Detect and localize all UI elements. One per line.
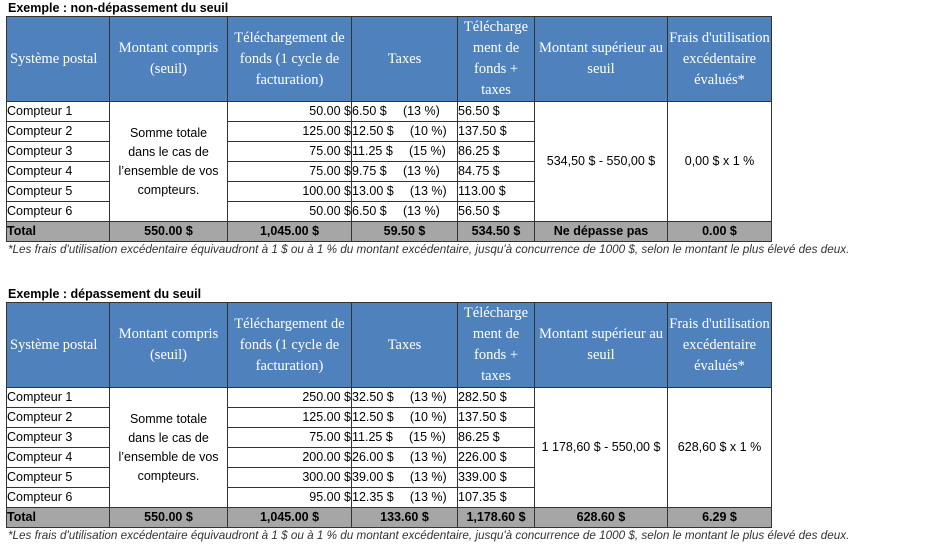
meter-name: Compteur 3 [7,428,110,448]
download-plus-taxes: 137.50 $ [458,408,535,428]
download-plus-taxes: 84.75 $ [458,162,535,182]
download-amount: 75.00 $ [228,162,352,182]
tax-amount: 39.00 $ [352,470,394,484]
total-threshold: 550.00 $ [110,508,228,528]
tax-amount: 13.00 $ [352,184,394,198]
tax-amount: 11.25 $ [352,430,393,444]
tax-cell [352,162,458,182]
download-plus-taxes: 226.00 $ [458,448,535,468]
download-plus-taxes: 137.50 $ [458,122,535,142]
table-body [7,102,772,242]
download-plus-taxes: 113.00 $ [458,182,535,202]
above-threshold-range: 1 178,60 $ - 550,00 $ [535,388,668,508]
total-above: 628.60 $ [535,508,668,528]
header-download: Téléchargement de fonds (1 cycle de facturation) [228,17,352,102]
total-label: Total [7,508,110,528]
tax-cell [352,122,458,142]
header-taxes: Taxes [352,303,458,388]
total-threshold: 550.00 $ [110,222,228,242]
header-threshold: Montant compris (seuil) [110,17,228,102]
table-body [7,388,772,528]
download-amount: 50.00 $ [228,102,352,122]
meter-name: Compteur 5 [7,182,110,202]
total-fees: 0.00 $ [668,222,772,242]
total-label: Total [7,222,110,242]
above-threshold-range: 534,50 $ - 550,00 $ [535,102,668,222]
meter-name: Compteur 1 [7,102,110,122]
header-taxes: Taxes [352,17,458,102]
tax-percent: (13 %) [409,450,447,464]
tax-percent: (13 %) [402,104,440,118]
meter-name: Compteur 2 [7,122,110,142]
download-amount: 200.00 $ [228,448,352,468]
fee-table [6,16,772,242]
meter-name: Compteur 4 [7,448,110,468]
table-row [7,388,772,408]
header-threshold: Montant compris (seuil) [110,303,228,388]
tax-percent: (15 %) [408,430,446,444]
header-fees: Frais d'utilisation excédentaire évalués* [668,17,772,102]
header-system: Système postal [7,17,110,102]
download-amount: 250.00 $ [228,388,352,408]
tax-amount: 9.75 $ [352,164,387,178]
download-amount: 125.00 $ [228,122,352,142]
total-download: 1,045.00 $ [228,222,352,242]
example-section-2 [6,286,849,544]
section-title: Exemple : dépassement du seuil [8,287,202,301]
meter-name: Compteur 5 [7,468,110,488]
tax-percent: (13 %) [409,470,447,484]
download-plus-taxes: 86.25 $ [458,428,535,448]
tax-cell [352,142,458,162]
tax-cell [352,448,458,468]
meter-name: Compteur 3 [7,142,110,162]
tax-cell [352,468,458,488]
tax-cell [352,388,458,408]
threshold-description: Somme totale dans le cas de l’ensemble de vos compteurs. [110,388,228,508]
header-fees: Frais d'utilisation excédentaire évalués* [668,303,772,388]
download-amount: 75.00 $ [228,428,352,448]
download-plus-taxes: 56.50 $ [458,102,535,122]
header-above-threshold: Montant supérieur au seuil [535,303,668,388]
total-above: Ne dépasse pas [535,222,668,242]
tax-amount: 12.35 $ [352,490,394,504]
meter-name: Compteur 6 [7,488,110,508]
total-row [7,508,772,528]
threshold-description: Somme totale dans le cas de l’ensemble de vos compteurs. [110,102,228,222]
tax-amount: 6.50 $ [352,104,387,118]
tax-amount: 11.25 $ [352,144,393,158]
download-amount: 50.00 $ [228,202,352,222]
header-download-taxes: Télécharge ment de fonds + taxes [458,17,535,102]
header-download-taxes: Télécharge ment de fonds + taxes [458,303,535,388]
download-amount: 125.00 $ [228,408,352,428]
download-plus-taxes: 86.25 $ [458,142,535,162]
table-row [7,102,772,122]
footnote: *Les frais d'utilisation excédentaire équivaudront à 1 $ ou à 1 % du montant excédentaire, jusqu'à concurrence de 1000 $, selon le montant le plus élevé des deux. [8,529,850,542]
meter-name: Compteur 6 [7,202,110,222]
header-above-threshold: Montant supérieur au seuil [535,17,668,102]
header-row [7,17,772,102]
tax-cell [352,182,458,202]
total-download: 1,045.00 $ [228,508,352,528]
tax-cell [352,202,458,222]
total-download-taxes: 534.50 $ [458,222,535,242]
tax-amount: 32.50 $ [352,390,394,404]
header-download: Téléchargement de fonds (1 cycle de facturation) [228,303,352,388]
total-row [7,222,772,242]
tax-percent: (10 %) [409,124,447,138]
total-taxes: 59.50 $ [352,222,458,242]
meter-name: Compteur 4 [7,162,110,182]
tax-amount: 12.50 $ [352,124,394,138]
download-plus-taxes: 56.50 $ [458,202,535,222]
meter-name: Compteur 1 [7,388,110,408]
tax-percent: (13 %) [409,490,447,504]
download-plus-taxes: 339.00 $ [458,468,535,488]
total-taxes: 133.60 $ [352,508,458,528]
tax-cell [352,488,458,508]
tax-amount: 12.50 $ [352,410,394,424]
example-section-1 [6,0,849,258]
fee-calculation: 0,00 $ x 1 % [668,102,772,222]
tax-cell [352,408,458,428]
tax-percent: (13 %) [402,164,440,178]
download-amount: 100.00 $ [228,182,352,202]
fee-table [6,302,772,528]
download-amount: 95.00 $ [228,488,352,508]
total-fees: 6.29 $ [668,508,772,528]
tax-percent: (10 %) [409,410,447,424]
header-row [7,303,772,388]
tax-percent: (13 %) [409,184,447,198]
download-plus-taxes: 282.50 $ [458,388,535,408]
header-system: Système postal [7,303,110,388]
tax-amount: 26.00 $ [352,450,394,464]
total-download-taxes: 1,178.60 $ [458,508,535,528]
tax-amount: 6.50 $ [352,204,387,218]
section-title: Exemple : non-dépassement du seuil [8,1,229,15]
tax-percent: (15 %) [408,144,446,158]
download-amount: 75.00 $ [228,142,352,162]
tax-cell [352,102,458,122]
meter-name: Compteur 2 [7,408,110,428]
tax-cell [352,428,458,448]
download-plus-taxes: 107.35 $ [458,488,535,508]
footnote: *Les frais d'utilisation excédentaire équivaudront à 1 $ ou à 1 % du montant excédentaire, jusqu'à concurrence de 1000 $, selon le montant le plus élevé des deux. [8,243,850,256]
download-amount: 300.00 $ [228,468,352,488]
tax-percent: (13 %) [409,390,447,404]
tax-percent: (13 %) [402,204,440,218]
fee-calculation: 628,60 $ x 1 % [668,388,772,508]
